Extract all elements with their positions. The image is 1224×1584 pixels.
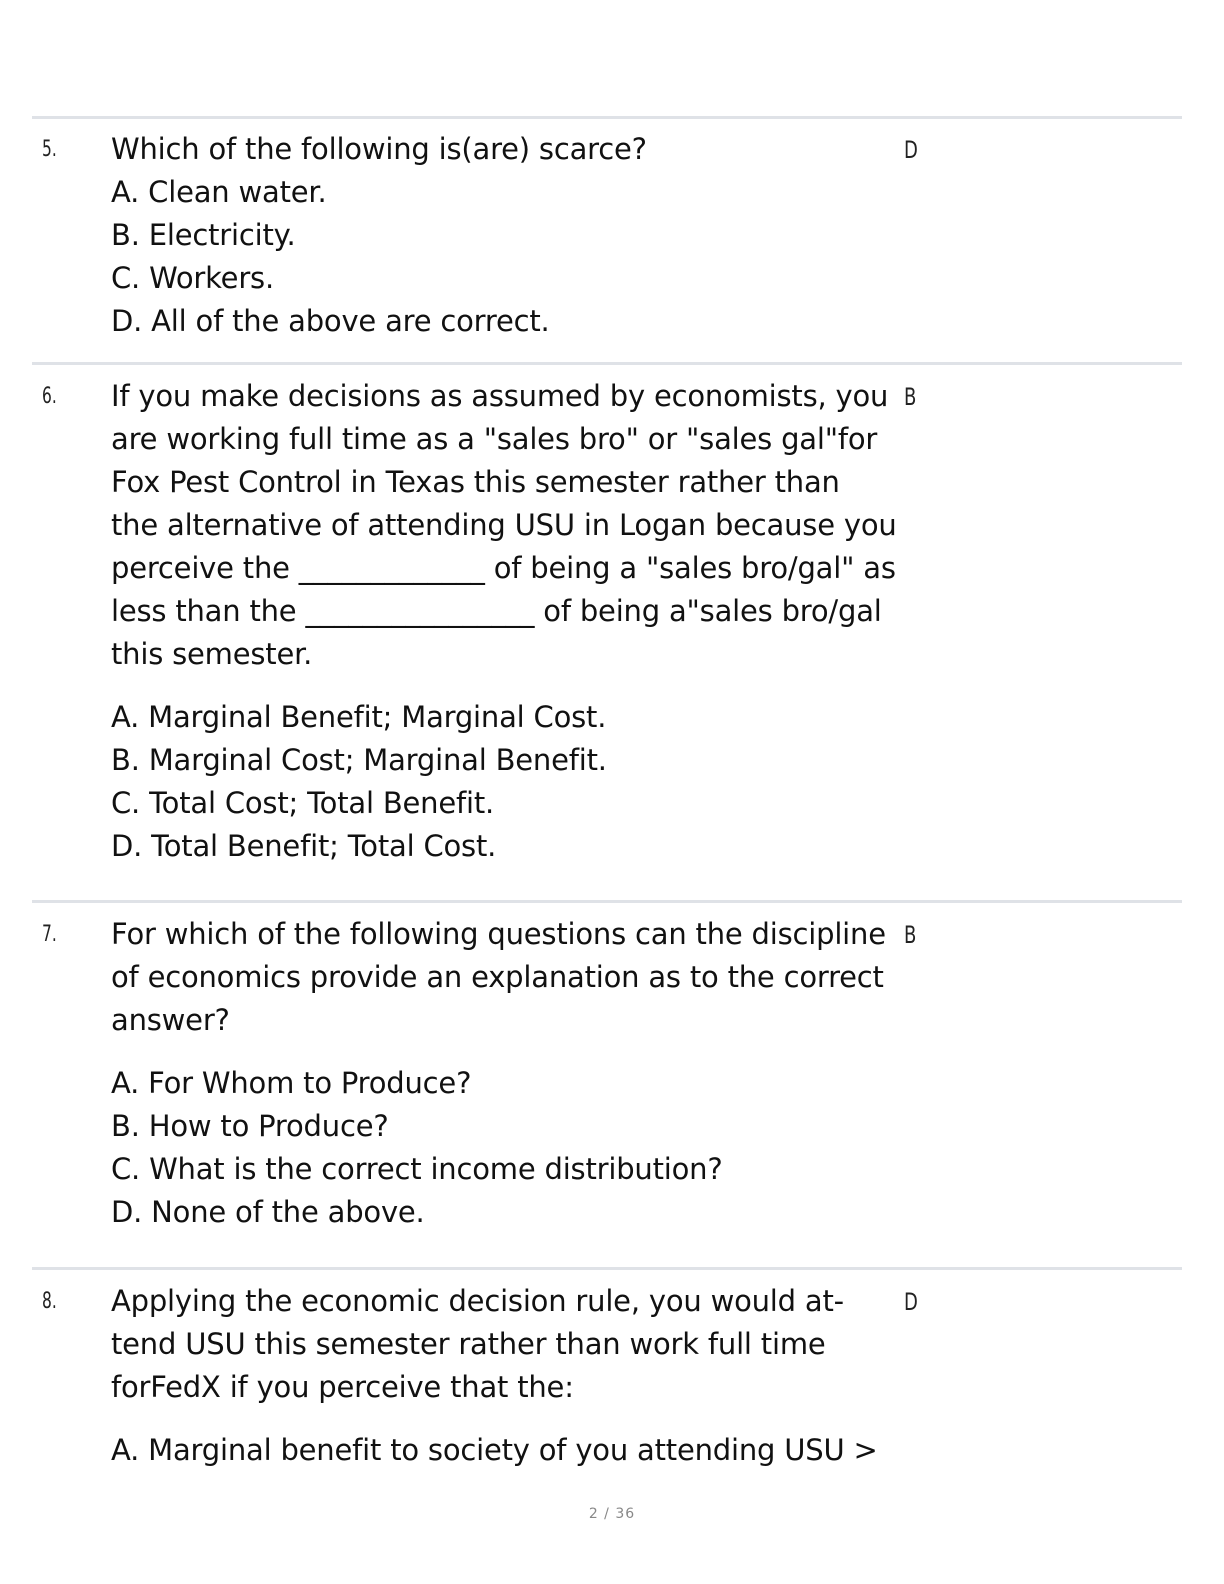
- answer-option: D. None of the above.: [111, 1195, 425, 1229]
- question-number: 7.: [42, 922, 57, 947]
- question-stem: Which of the following is(are) scarce?: [111, 132, 647, 166]
- answer-option: A. Clean water.: [111, 175, 327, 209]
- question-stem-line: less than the ________________ of being a"sales bro/gal: [111, 594, 882, 628]
- answer-option: B. How to Produce?: [111, 1109, 389, 1143]
- divider: [32, 362, 1182, 365]
- divider: [32, 116, 1182, 119]
- divider: [32, 900, 1182, 903]
- answer-option: C. Workers.: [111, 261, 274, 295]
- question-stem-line: this semester.: [111, 637, 313, 671]
- question-number: 6.: [42, 384, 57, 409]
- question-number: 8.: [42, 1289, 57, 1314]
- answer-key: D: [904, 1288, 918, 1316]
- answer-option: A. For Whom to Produce?: [111, 1066, 472, 1100]
- answer-option: A. Marginal benefit to society of you attending USU >: [111, 1433, 878, 1467]
- question-6: [111, 375, 911, 868]
- answer-key: B: [904, 383, 917, 411]
- question-stem-line: Applying the economic decision rule, you would at-: [111, 1284, 844, 1318]
- question-stem-line: perceive the _____________ of being a "sales bro/gal" as: [111, 551, 896, 585]
- question-number: 5.: [42, 137, 57, 162]
- question-stem-line: are working full time as a "sales bro" or "sales gal"for: [111, 422, 878, 456]
- answer-option: B. Electricity.: [111, 218, 296, 252]
- answer-option: D. All of the above are correct.: [111, 304, 550, 338]
- answer-option: C. Total Cost; Total Benefit.: [111, 786, 495, 820]
- answer-option: A. Marginal Benefit; Marginal Cost.: [111, 700, 607, 734]
- question-8: [111, 1280, 911, 1472]
- question-stem-line: the alternative of attending USU in Logan because you: [111, 508, 897, 542]
- answer-option: C. What is the correct income distribution?: [111, 1152, 723, 1186]
- question-stem-line: of economics provide an explanation as to the correct: [111, 960, 884, 994]
- question-stem-line: For which of the following questions can the discipline: [111, 917, 886, 951]
- question-stem-line: forFedX if you perceive that the:: [111, 1370, 574, 1404]
- question-5: [111, 128, 911, 343]
- question-7: [111, 913, 911, 1234]
- divider: [32, 1267, 1182, 1270]
- question-stem-line: Fox Pest Control in Texas this semester rather than: [111, 465, 840, 499]
- answer-key: B: [904, 921, 917, 949]
- question-stem-line: If you make decisions as assumed by economists, you: [111, 379, 889, 413]
- answer-key: D: [904, 136, 918, 164]
- question-stem-line: answer?: [111, 1003, 230, 1037]
- answer-option: D. Total Benefit; Total Cost.: [111, 829, 497, 863]
- answer-option: B. Marginal Cost; Marginal Benefit.: [111, 743, 607, 777]
- question-stem-line: tend USU this semester rather than work full time: [111, 1327, 826, 1361]
- page-number: 2 / 36: [588, 1506, 636, 1522]
